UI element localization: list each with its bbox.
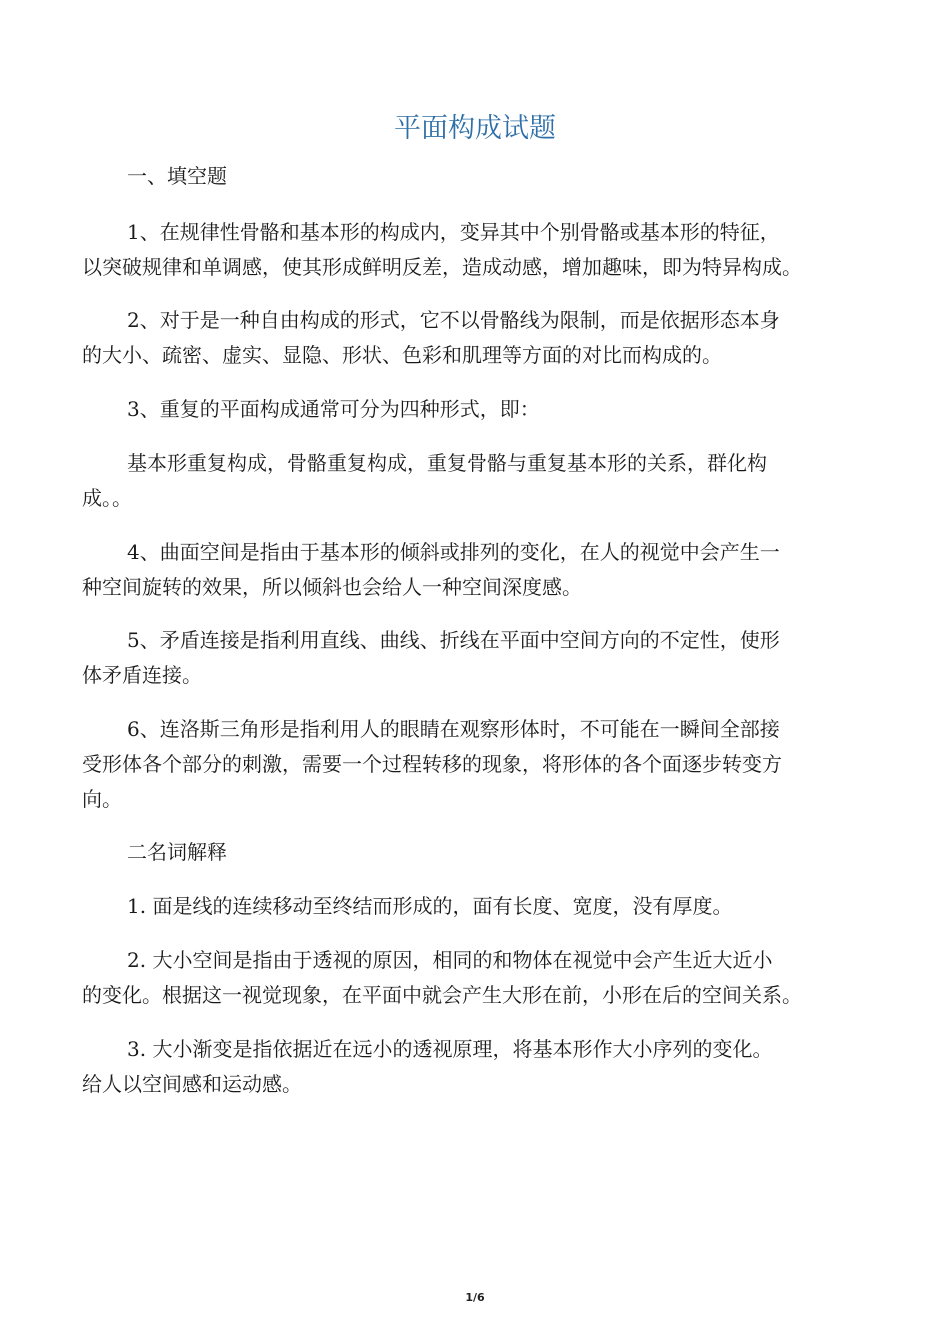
paragraph-line: 受形体各个部分的刺激，需要一个过程转移的现象，将形体的各个面逐步转变方 xyxy=(82,752,782,776)
paragraph-line: 种空间旋转的效果，所以倾斜也会给人一种空间深度感。 xyxy=(82,575,582,599)
paragraph-line: 成。。 xyxy=(82,486,132,510)
paragraph-line: 体矛盾连接。 xyxy=(82,663,202,687)
paragraph-line: 3. 大小渐变是指依据近在远小的透视原理，将基本形作大小序列的变化。 xyxy=(127,1037,773,1061)
paragraph-line: 给人以空间感和运动感。 xyxy=(82,1072,302,1096)
paragraph-line: 6、连洛斯三角形是指利用人的眼睛在观察形体时，不可能在一瞬间全部接 xyxy=(127,717,780,741)
paragraph-line: 4、曲面空间是指由于基本形的倾斜或排列的变化，在人的视觉中会产生一 xyxy=(127,540,780,564)
section-heading: 二名词解释 xyxy=(127,840,227,864)
paragraph-line: 2. 大小空间是指由于透视的原因，相同的和物体在视觉中会产生近大近小 xyxy=(127,948,773,972)
paragraph-line: 以突破规律和单调感，使其形成鲜明反差，造成动感，增加趣味，即为特异构成。 xyxy=(82,255,802,279)
paragraph-line: 2、对于是一种自由构成的形式，它不以骨骼线为限制，而是依据形态本身 xyxy=(127,308,780,332)
page-title: 平面构成试题 xyxy=(394,113,556,144)
page-number: 1/6 xyxy=(465,1291,485,1304)
paragraph-line: 3、重复的平面构成通常可分为四种形式，即： xyxy=(127,397,540,421)
paragraph-line: 5、矛盾连接是指利用直线、曲线、折线在平面中空间方向的不定性，使形 xyxy=(127,628,780,652)
paragraph-line: 向。 xyxy=(82,787,122,811)
paragraph-line: 1、在规律性骨骼和基本形的构成内，变异其中个别骨骼或基本形的特征， xyxy=(127,220,780,244)
paragraph-line: 的大小、疏密、虚实、显隐、形状、色彩和肌理等方面的对比而构成的。 xyxy=(82,343,722,367)
paragraph-line: 的变化。根据这一视觉现象，在平面中就会产生大形在前，小形在后的空间关系。 xyxy=(82,983,802,1007)
paragraph-line: 1. 面是线的连续移动至终结而形成的，面有长度、宽度，没有厚度。 xyxy=(127,894,733,918)
paragraph-line: 基本形重复构成，骨骼重复构成，重复骨骼与重复基本形的关系，群化构 xyxy=(127,451,767,475)
section-heading: 一、填空题 xyxy=(127,164,227,188)
